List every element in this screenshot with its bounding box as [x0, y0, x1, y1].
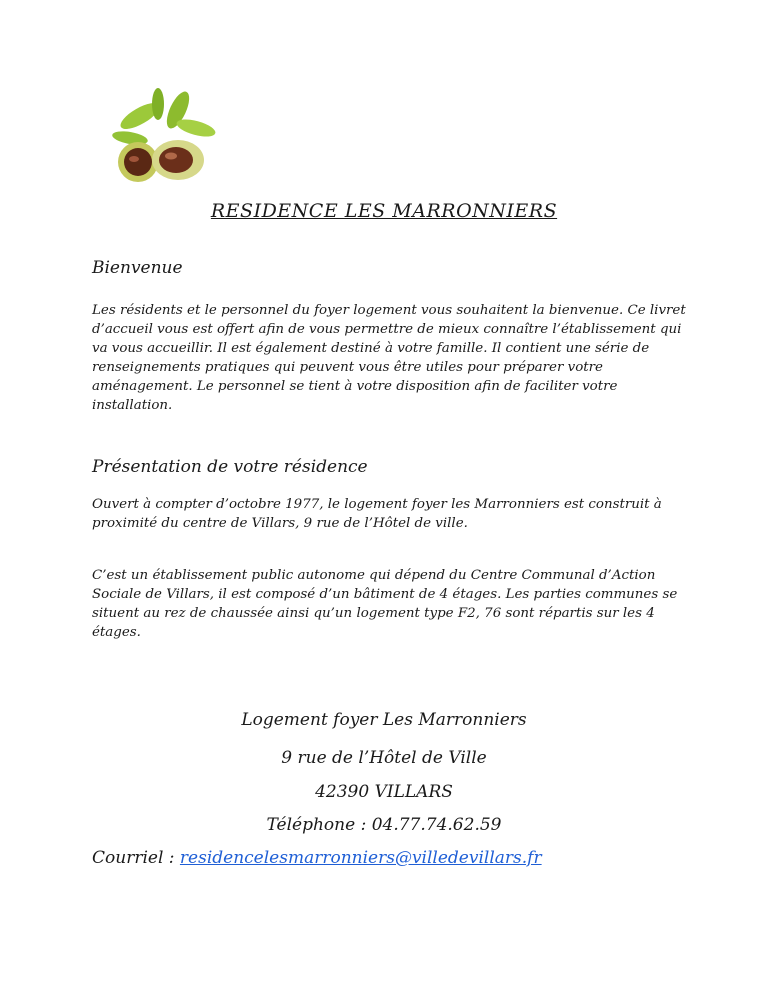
contact-phone: Téléphone : 04.77.74.62.59 [266, 815, 502, 835]
contact-city: 42390 VILLARS [315, 782, 453, 802]
contact-address: 9 rue de l’Hôtel de Ville [281, 748, 487, 768]
page-title: RESIDENCE LES MARRONNIERS [210, 200, 558, 222]
section-heading-bienvenue: Bienvenue [92, 258, 183, 278]
chestnut-nut-icon [152, 140, 204, 180]
email-link[interactable]: residencelesmarronniers@villedevillars.fr [179, 848, 542, 868]
paragraph-presentation-2: C’est un établissement public autonome qui dépend du Centre Communal d’Action Sociale de Villars, il est composé d’un bâtiment de 4 étages. Les parties communes se situent au rez de chaussée ainsi qu’un logement type F2, 76 sont répartis sur les 4 étages. [92, 568, 678, 640]
leaf-icon [111, 88, 217, 147]
chestnut-shell-icon [118, 142, 158, 182]
paragraph-presentation-1: Ouvert à compter d’octobre 1977, le logement foyer les Marronniers est construit à proximité du centre de Villars, 9 rue de l’Hôtel de ville. [92, 497, 662, 531]
section-heading-presentation: Présentation de votre résidence [92, 457, 368, 477]
email-label: Courriel : [92, 848, 180, 868]
contact-email-line [92, 848, 542, 868]
chestnut-logo [100, 88, 225, 188]
contact-name: Logement foyer Les Marronniers [241, 710, 527, 730]
paragraph-bienvenue: Les résidents et le personnel du foyer logement vous souhaitent la bienvenue. Ce livret d’accueil vous est offert afin de vous permettre de mieux connaître l’établissement qui va vous accueillir. Il est également destiné à votre famille. Il contient une série de renseignements pratiques qui peuvent vous être utiles pour préparer votre aménagement. Le personnel se tient à votre disposition afin de faciliter votre installation. [92, 303, 686, 413]
